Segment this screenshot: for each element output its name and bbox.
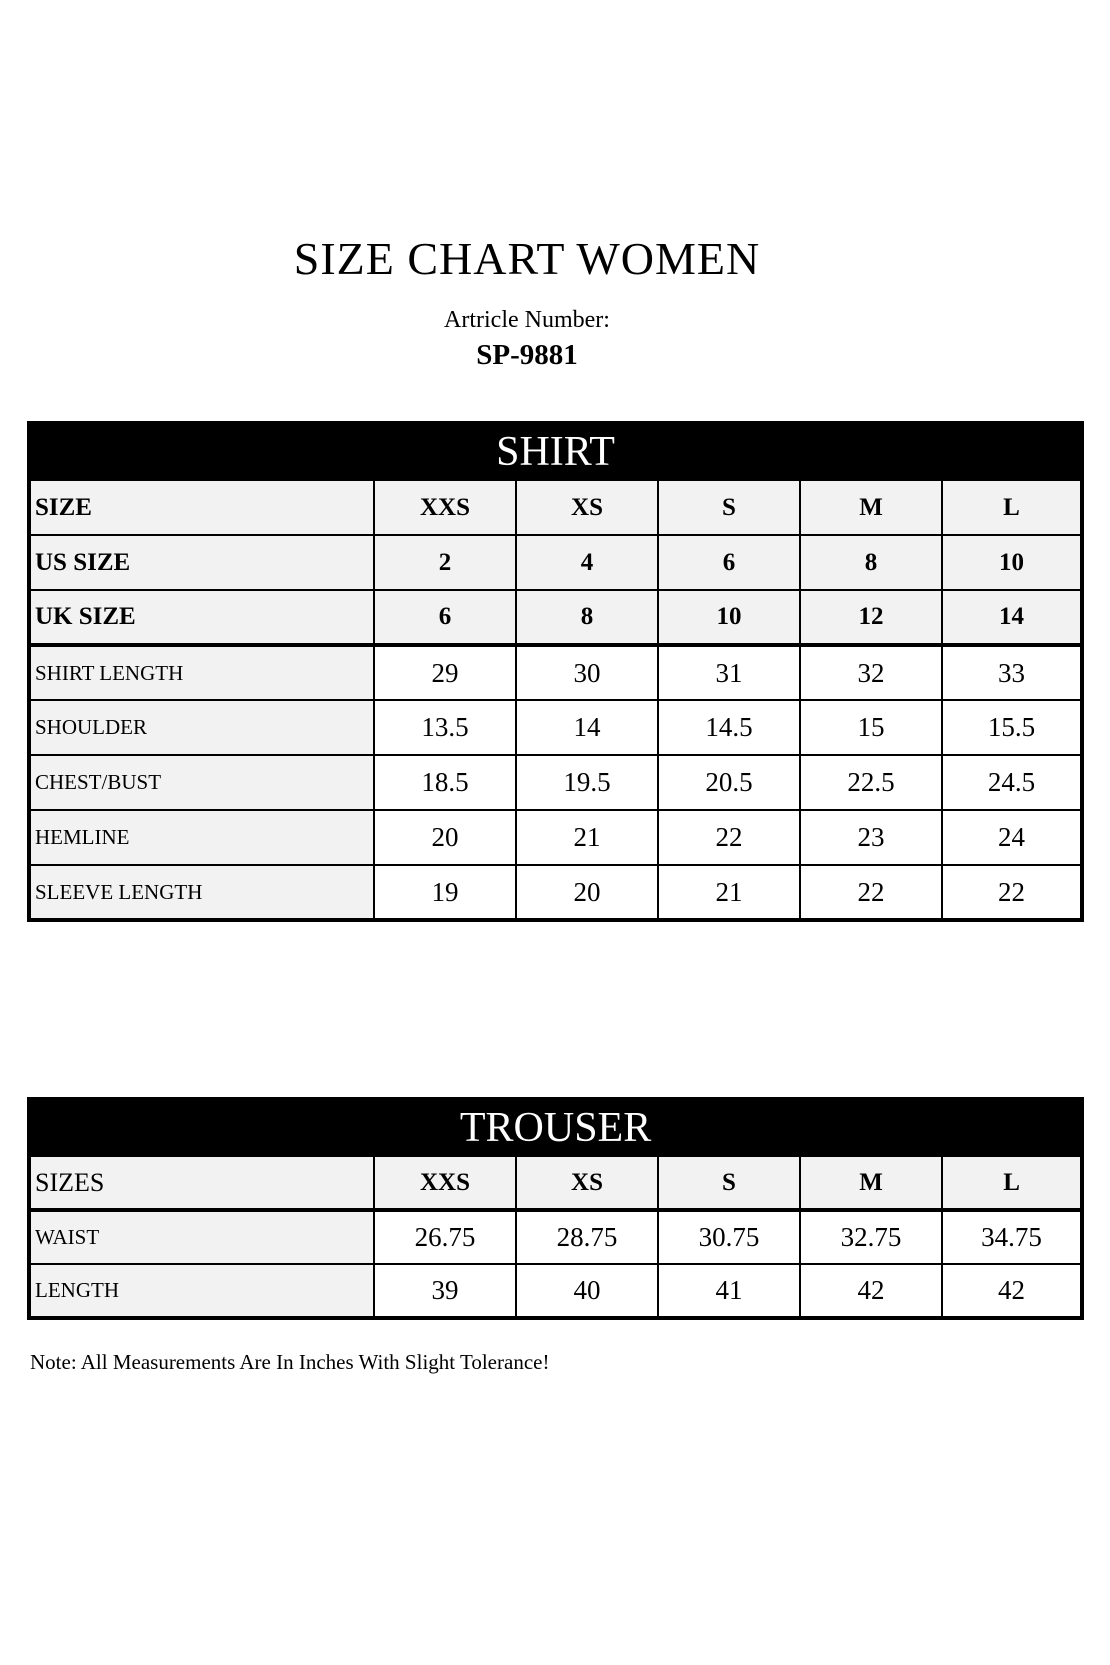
measure-cell: 26.75 xyxy=(374,1210,516,1264)
shirt-size-table xyxy=(27,421,1084,922)
article-number-label: Artricle Number: xyxy=(444,307,610,333)
measure-cell: 42 xyxy=(800,1264,942,1318)
measure-cell: 15 xyxy=(800,700,942,755)
size-cell: 10 xyxy=(658,590,800,645)
row-label: SLEEVE LENGTH xyxy=(29,865,374,920)
row-label: WAIST xyxy=(29,1210,374,1264)
size-cell: XS xyxy=(516,480,658,535)
measure-cell: 32 xyxy=(800,645,942,700)
row-label: US SIZE xyxy=(29,535,374,590)
measure-cell: 22 xyxy=(942,865,1082,920)
measure-cell: 19.5 xyxy=(516,755,658,810)
table-row xyxy=(29,590,1082,645)
measure-cell: 30 xyxy=(516,645,658,700)
size-cell: S xyxy=(658,1156,800,1210)
size-cell: XXS xyxy=(374,1156,516,1210)
trouser-table-header-row xyxy=(29,1099,1082,1156)
shirt-table-title: SHIRT xyxy=(29,423,1082,480)
measure-cell: 14.5 xyxy=(658,700,800,755)
size-cell: 10 xyxy=(942,535,1082,590)
measure-cell: 23 xyxy=(800,810,942,865)
article-number-value: SP-9881 xyxy=(476,339,578,371)
measure-cell: 18.5 xyxy=(374,755,516,810)
measure-cell: 20 xyxy=(516,865,658,920)
measure-cell: 20 xyxy=(374,810,516,865)
trouser-table-title: TROUSER xyxy=(29,1099,1082,1156)
size-cell: M xyxy=(800,1156,942,1210)
measure-cell: 15.5 xyxy=(942,700,1082,755)
size-cell: 8 xyxy=(516,590,658,645)
row-label: LENGTH xyxy=(29,1264,374,1318)
table-row xyxy=(29,1210,1082,1264)
measure-cell: 22.5 xyxy=(800,755,942,810)
measure-cell: 31 xyxy=(658,645,800,700)
measure-cell: 22 xyxy=(800,865,942,920)
size-cell: 2 xyxy=(374,535,516,590)
heading-block xyxy=(27,232,1027,372)
table-row xyxy=(29,1264,1082,1318)
size-cell: 14 xyxy=(942,590,1082,645)
table-row xyxy=(29,480,1082,535)
size-cell: 6 xyxy=(658,535,800,590)
measure-cell: 33 xyxy=(942,645,1082,700)
measure-cell: 30.75 xyxy=(658,1210,800,1264)
measure-cell: 40 xyxy=(516,1264,658,1318)
row-label: CHEST/BUST xyxy=(29,755,374,810)
size-cell: 12 xyxy=(800,590,942,645)
row-label: SHIRT LENGTH xyxy=(29,645,374,700)
table-row xyxy=(29,700,1082,755)
measure-cell: 41 xyxy=(658,1264,800,1318)
row-label: UK SIZE xyxy=(29,590,374,645)
shirt-table-header-row xyxy=(29,423,1082,480)
size-cell: 8 xyxy=(800,535,942,590)
size-cell: XS xyxy=(516,1156,658,1210)
measure-cell: 13.5 xyxy=(374,700,516,755)
measure-cell: 19 xyxy=(374,865,516,920)
measure-cell: 24.5 xyxy=(942,755,1082,810)
measure-cell: 29 xyxy=(374,645,516,700)
table-row xyxy=(29,1156,1082,1210)
measure-cell: 32.75 xyxy=(800,1210,942,1264)
measure-cell: 28.75 xyxy=(516,1210,658,1264)
row-label: HEMLINE xyxy=(29,810,374,865)
measure-cell: 22 xyxy=(658,810,800,865)
size-cell: M xyxy=(800,480,942,535)
measurement-note: Note: All Measurements Are In Inches With Slight Tolerance! xyxy=(30,1350,550,1374)
size-cell: 6 xyxy=(374,590,516,645)
size-cell: L xyxy=(942,480,1082,535)
measure-cell: 39 xyxy=(374,1264,516,1318)
trouser-size-table xyxy=(27,1097,1084,1320)
measure-cell: 34.75 xyxy=(942,1210,1082,1264)
measure-cell: 42 xyxy=(942,1264,1082,1318)
measure-cell: 24 xyxy=(942,810,1082,865)
row-label: SIZES xyxy=(29,1156,374,1210)
measure-cell: 21 xyxy=(516,810,658,865)
table-row xyxy=(29,810,1082,865)
size-cell: S xyxy=(658,480,800,535)
table-row xyxy=(29,865,1082,920)
table-row xyxy=(29,755,1082,810)
size-cell: L xyxy=(942,1156,1082,1210)
measure-cell: 14 xyxy=(516,700,658,755)
size-cell: 4 xyxy=(516,535,658,590)
table-row xyxy=(29,535,1082,590)
table-row xyxy=(29,645,1082,700)
row-label: SIZE xyxy=(29,480,374,535)
size-cell: XXS xyxy=(374,480,516,535)
measure-cell: 20.5 xyxy=(658,755,800,810)
page-title: SIZE CHART WOMEN xyxy=(293,233,761,284)
measure-cell: 21 xyxy=(658,865,800,920)
row-label: SHOULDER xyxy=(29,700,374,755)
